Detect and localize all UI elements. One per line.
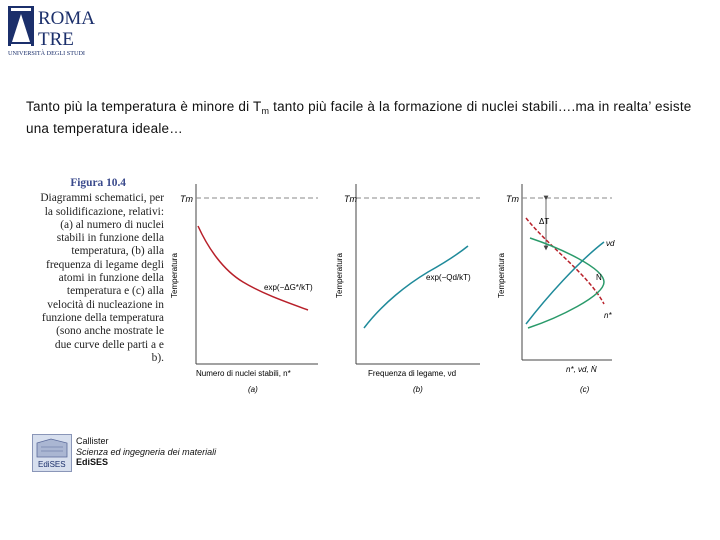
panel-b bbox=[335, 184, 480, 394]
panel-a-tag: (a) bbox=[248, 385, 258, 394]
logo-subtitle: UNIVERSITÀ DEGLI STUDI bbox=[8, 50, 85, 57]
panel-c-ylabel: Temperatura bbox=[497, 253, 506, 298]
panel-a-tm-label: Tm bbox=[180, 194, 193, 204]
panel-b-tm-label: Tm bbox=[344, 194, 357, 204]
panel-c-tm-label: Tm bbox=[506, 194, 519, 204]
panel-b-ylabel: Temperatura bbox=[335, 253, 344, 298]
publisher-logo bbox=[32, 434, 72, 472]
figure-caption bbox=[40, 177, 164, 365]
lead-text bbox=[26, 98, 716, 138]
panel-b-xlabel: Frequenza di legame, νd bbox=[368, 369, 457, 378]
logo-name2: TRE bbox=[38, 29, 74, 50]
panel-b-curve bbox=[364, 246, 468, 328]
lead-subscript: m bbox=[261, 106, 270, 116]
lead-part2: tanto più facile à la formazione di nuclei stabili….ma in realta’ esiste una temperatura ideale… bbox=[26, 99, 692, 136]
panel-c-nstar-label: n* bbox=[604, 311, 612, 320]
panel-a-xlabel: Numero di nuclei stabili, n* bbox=[196, 369, 291, 378]
panel-a-curve bbox=[198, 226, 308, 310]
credit-lines bbox=[76, 436, 216, 468]
panel-b-formula: exp(−Qd/kT) bbox=[426, 273, 471, 282]
panel-a-formula: exp(−ΔG*/kT) bbox=[264, 283, 313, 292]
panel-a-ylabel: Temperatura bbox=[170, 253, 179, 298]
panel-c-xlabel: n*, νd, Ṅ bbox=[566, 365, 597, 374]
panel-c-tag: (c) bbox=[580, 385, 590, 394]
panel-c-nu-curve bbox=[526, 242, 604, 324]
logo-name: ROMA bbox=[38, 8, 96, 29]
figure-label: Figura 10.4 bbox=[70, 177, 126, 189]
university-logo bbox=[6, 2, 110, 58]
panel-c-nu-label: νd bbox=[606, 239, 615, 248]
nucleation-figure bbox=[168, 178, 628, 400]
lead-part1: Tanto più la temperatura è minore di T bbox=[26, 99, 262, 114]
book-credit bbox=[32, 434, 292, 474]
credit-author: Callister bbox=[76, 436, 109, 446]
credit-publisher: EdiSES bbox=[76, 457, 109, 467]
panel-c-delta: ΔT bbox=[539, 217, 550, 226]
panel-a bbox=[170, 184, 318, 394]
panel-c-ndot-label: Ṅ bbox=[596, 273, 602, 282]
panel-c bbox=[497, 184, 615, 394]
publisher-logo-text: EdiSES bbox=[38, 460, 66, 469]
panel-c-nstar-curve bbox=[526, 218, 604, 304]
caption-text: Diagrammi schematici, per la solidificazione, relativi: (a) al numero di nuclei stabili in funzione della temperatura, (b) alla frequenza di legame degli atomi in funzione della temperatura e (c) alla velocità di nucleazione in funzione della temperatura (sono anche mostrate le due curve delle parti a e b). bbox=[40, 192, 164, 364]
credit-title: Scienza ed ingegneria dei materiali bbox=[76, 446, 217, 457]
panel-b-tag: (b) bbox=[413, 385, 423, 394]
